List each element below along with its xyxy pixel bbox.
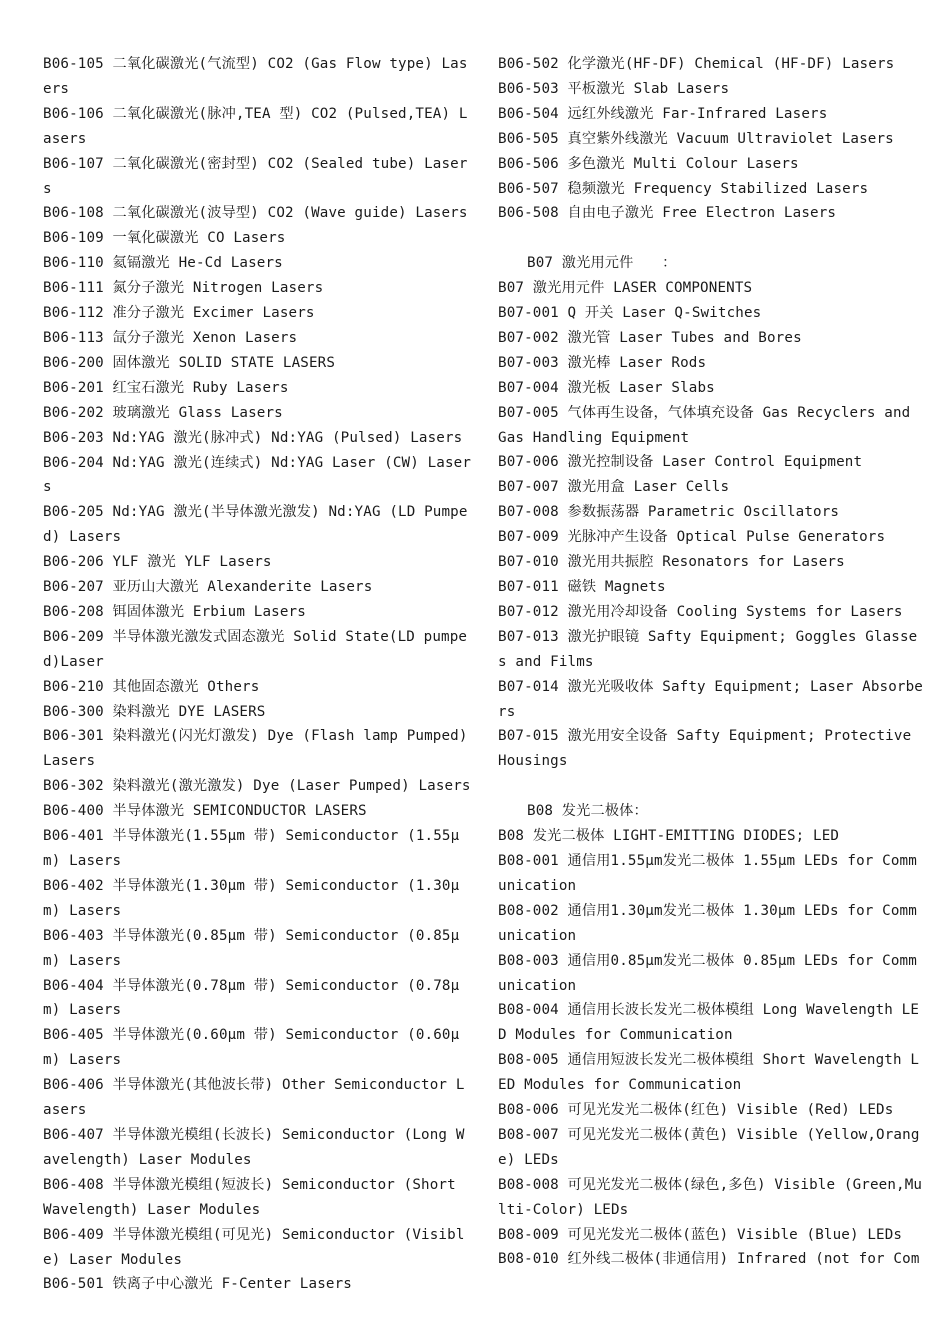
catalog-entry: B06-405 半导体激光(0.60μm 带) Semiconductor (0.60μm) Lasers [43, 1027, 460, 1069]
catalog-entry: B06-109 一氧化碳激光 CO Lasers [43, 230, 286, 247]
catalog-entry: B06-408 半导体激光模组(短波长) Semiconductor (Short Wavelength) Laser Modules [43, 1176, 456, 1218]
left-column [43, 52, 473, 1297]
catalog-entry: B06-107 二氧化碳激光(密封型) CO2 (Sealed tube) Lasers [43, 155, 468, 197]
catalog-entry: B07-013 激光护眼镜 Safty Equipment; Goggles Glasses and Films [498, 628, 918, 670]
catalog-entry: B06-113 氙分子激光 Xenon Lasers [43, 329, 298, 346]
catalog-entry: B07-010 激光用共振腔 Resonators for Lasers [498, 554, 845, 571]
catalog-entry: B08-005 通信用短波长发光二极体模组 Short Wavelength LED Modules for Communication [498, 1052, 920, 1094]
catalog-entry: B08-008 可见光发光二极体(绿色,多色) Visible (Green,Multi-Color) LEDs [498, 1176, 923, 1218]
catalog-entry: B08-007 可见光发光二极体(黄色) Visible (Yellow,Orange) LEDs [498, 1126, 920, 1168]
catalog-entry: B06-206 YLF 激光 YLF Lasers [43, 554, 272, 571]
catalog-entry: B08-002 通信用1.30μm发光二极体 1.30μm LEDs for Communication [498, 902, 917, 944]
catalog-entry: B06-506 多色激光 Multi Colour Lasers [498, 155, 799, 172]
catalog-entry: B06-204 Nd:YAG 激光(连续式) Nd:YAG Laser (CW) Lasers [43, 454, 472, 496]
catalog-entry: B07-006 激光控制设备 Laser Control Equipment [498, 454, 863, 471]
catalog-entry: B07 激光用元件 LASER COMPONENTS [498, 280, 753, 297]
catalog-entry: B07-011 磁铁 Magnets [498, 579, 666, 596]
catalog-entry: B06-210 其他固态激光 Others [43, 678, 260, 695]
catalog-entry: B08-001 通信用1.55μm发光二极体 1.55μm LEDs for Communication [498, 852, 917, 894]
catalog-entry: B06-300 染料激光 DYE LASERS [43, 703, 266, 720]
catalog-entry: B06-202 玻璃激光 Glass Lasers [43, 404, 283, 421]
catalog-entry: B07-003 激光棒 Laser Rods [498, 354, 707, 371]
catalog-entry: B06-507 稳频激光 Frequency Stabilized Lasers [498, 180, 869, 197]
catalog-entry: B07-001 Q 开关 Laser Q-Switches [498, 305, 762, 322]
b06-continued-list [498, 52, 923, 226]
b08-item-list [498, 824, 923, 1272]
catalog-entry: B06-409 半导体激光模组(可见光) Semiconductor (Visible) Laser Modules [43, 1226, 465, 1268]
catalog-entry: B08-003 通信用0.85μm发光二极体 0.85μm LEDs for Communication [498, 952, 917, 994]
catalog-entry: B06-108 二氧化碳激光(波导型) CO2 (Wave guide) Lasers [43, 205, 468, 222]
catalog-entry: B06-208 铒固体激光 Erbium Lasers [43, 603, 306, 620]
catalog-entry: B07-004 激光板 Laser Slabs [498, 379, 715, 396]
catalog-entry: B08-009 可见光发光二极体(蓝色) Visible (Blue) LEDs [498, 1226, 903, 1243]
catalog-entry: B07-008 参数振荡器 Parametric Oscillators [498, 504, 840, 521]
catalog-entry: B06-503 平板激光 Slab Lasers [498, 80, 730, 97]
catalog-entry: B07-015 激光用安全设备 Safty Equipment; Protective Housings [498, 728, 912, 770]
catalog-entry: B07-009 光脉冲产生设备 Optical Pulse Generators [498, 529, 886, 546]
b08-section-heading: B08 发光二极体： [527, 803, 648, 820]
catalog-entry: B07-002 激光管 Laser Tubes and Bores [498, 329, 802, 346]
catalog-entry: B07-005 气体再生设备，气体填充设备 Gas Recyclers and Gas Handling Equipment [498, 404, 911, 446]
b07-item-list [498, 276, 923, 774]
catalog-entry: B07-014 激光光吸收体 Safty Equipment; Laser Absorbers [498, 678, 923, 720]
catalog-entry: B06-201 红宝石激光 Ruby Lasers [43, 379, 289, 396]
catalog-entry: B08-006 可见光发光二极体(红色) Visible (Red) LEDs [498, 1102, 894, 1119]
catalog-entry: B06-407 半导体激光模组(长波长) Semiconductor (Long Wavelength) Laser Modules [43, 1126, 465, 1168]
catalog-entry: B06-105 二氧化碳激光(气流型) CO2 (Gas Flow type) Lasers [43, 56, 468, 97]
catalog-entry: B06-502 化学激光(HF-DF) Chemical (HF-DF) Lasers [498, 56, 895, 72]
catalog-entry: B06-112 准分子激光 Excimer Lasers [43, 305, 315, 322]
catalog-entry: B06-203 Nd:YAG 激光(脉冲式) Nd:YAG (Pulsed) Lasers [43, 429, 463, 446]
catalog-entry: B06-501 铁离子中心激光 F-Center Lasers [43, 1276, 352, 1293]
catalog-entry: B07-007 激光用盒 Laser Cells [498, 479, 730, 496]
catalog-entry: B06-505 真空紫外线激光 Vacuum Ultraviolet Lasers [498, 130, 894, 147]
catalog-entry: B06-400 半导体激光 SEMICONDUCTOR LASERS [43, 803, 367, 820]
b07-section-heading: B07 激光用元件 ： [527, 255, 677, 272]
right-column [498, 52, 923, 1272]
catalog-entry: B08-004 通信用长波长发光二极体模组 Long Wavelength LED Modules for Communication [498, 1002, 920, 1044]
catalog-entry: B06-404 半导体激光(0.78μm 带) Semiconductor (0.78μm) Lasers [43, 977, 460, 1019]
catalog-entry: B06-111 氮分子激光 Nitrogen Lasers [43, 280, 324, 297]
catalog-entry: B06-207 亚历山大激光 Alexanderite Lasers [43, 579, 373, 596]
catalog-entry: B06-301 染料激光(闪光灯激发) Dye (Flash lamp Pumped) Lasers [43, 728, 468, 770]
catalog-entry: B08 发光二极体 LIGHT-EMITTING DIODES; LED [498, 828, 840, 845]
catalog-entry: B06-205 Nd:YAG 激光(半导体激光激发) Nd:YAG (LD Pumped) Lasers [43, 504, 468, 546]
catalog-entry: B06-110 氦镉激光 He-Cd Lasers [43, 255, 283, 272]
catalog-entry: B06-406 半导体激光(其他波长带) Other Semiconductor Lasers [43, 1077, 465, 1119]
catalog-entry: B06-402 半导体激光(1.30μm 带) Semiconductor (1.30μm) Lasers [43, 877, 460, 919]
catalog-entry: B06-508 自由电子激光 Free Electron Lasers [498, 205, 837, 222]
catalog-entry: B06-200 固体激光 SOLID STATE LASERS [43, 354, 336, 371]
catalog-entry: B06-209 半导体激光激发式固态激光 Solid State(LD pumped)Laser [43, 628, 468, 670]
catalog-entry: B08-010 红外线二极体(非通信用) Infrared (not for Com [498, 1251, 920, 1268]
catalog-entry: B06-302 染料激光(激光激发) Dye (Laser Pumped) Lasers [43, 778, 471, 795]
catalog-entry: B06-401 半导体激光(1.55μm 带) Semiconductor (1.55μm) Lasers [43, 828, 460, 869]
catalog-entry: B07-012 激光用冷却设备 Cooling Systems for Lasers [498, 603, 903, 620]
catalog-entry: B06-403 半导体激光(0.85μm 带) Semiconductor (0.85μm) Lasers [43, 927, 460, 969]
catalog-entry: B06-106 二氧化碳激光(脉冲,TEA 型) CO2 (Pulsed,TEA) Lasers [43, 105, 468, 147]
catalog-entry: B06-504 远红外线激光 Far-Infrared Lasers [498, 105, 828, 122]
